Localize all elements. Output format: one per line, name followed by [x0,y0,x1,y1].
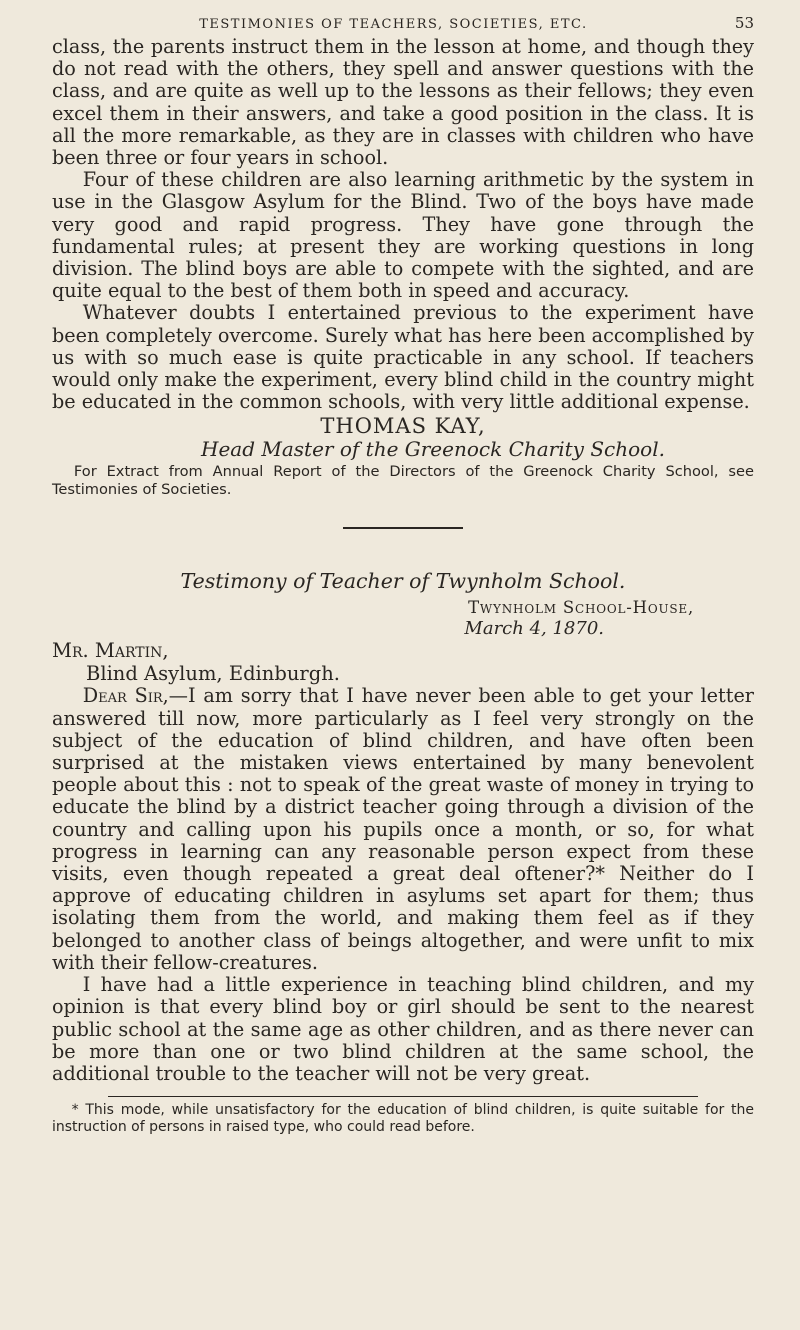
letter-address: Twynholm School-House, [468,598,694,618]
running-head-title: TESTIMONIES OF TEACHERS, SOCIETIES, ETC. [199,17,588,32]
page-number: 53 [734,14,754,32]
section-heading: Testimony of Teacher of Twynholm School. [180,569,626,594]
letter-body-1-text: —I am sorry that I have never been able to get your letter answered till now, more particularly as I feel very strongly on the subject of the education of blind children, and have often been surprised at the mistaken views entertained by many benevolent people about this : not to speak of the great waste of money in trying to educate the blind by a district teacher going through a division of the country and calling upon his pupils once a month, or so, for what progress in learning can any reasonable person expect from these visits, even though repeated a great deal oftener?* Neither do I approve of educating children in asylums set apart for them; thus isolating them from the world, and making them feel as if they belonged to another class of beings altogether, and were unfit to mix with their fellow-creatures. [52,684,754,974]
letter-body-1 [52,685,754,974]
extract-note: For Extract from Annual Report of the Directors of the Greenock Charity School, see Testimonies of Societies. [52,463,754,499]
section-divider [343,527,463,529]
paragraph-3: Whatever doubts I entertained previous to the experiment have been completely overcome. Surely what has here been accomplished by us with so much ease is quite practicable in any school. If teachers would only make the experiment, every blind child in the country might be educated in the common schools, with very little additional expense. [52,301,754,414]
letter-date: March 4, 1870. [464,618,604,640]
letter-recipient-place: Blind Asylum, Edinburgh. [86,662,340,686]
signature-name: THOMAS KAY, [320,414,486,439]
paragraph-2: Four of these children are also learning arithmetic by the system in use in the Glasgow Asylum for the Blind. Two of the boys have made very good and rapid progress. They have gone through the fundamental rules; at present they are working questions in long division. The blind boys are able to compete with the sighted, and are quite equal to the best of them both in speed and accuracy. [52,168,754,303]
footnote: * This mode, while unsatisfactory for the education of blind children, is quite suitable for the instruction of persons in raised type, who could read before. [52,1102,754,1136]
running-head [52,14,754,36]
signature-title: Head Master of the Greenock Charity School. [201,437,665,462]
letter-body-2: I have had a little experience in teaching blind children, and my opinion is that every blind boy or girl should be sent to the nearest public school at the same age as other children, and as there never can be more than one or two blind children at the same school, the additional trouble to the teacher will not be very great. [52,973,754,1085]
letter-recipient: Mr. Martin, [52,639,169,663]
paragraph-1: class, the parents instruct them in the lesson at home, and though they do not read with the others, they spell and answer questions with the class, and are quite as well up to the lessons as their fellows; they even excel them in their answers, and take a good position in the class. It is all the more remarkable, as they are in classes with children who have been three or four years in school. [52,35,754,170]
letter-salutation: Dear Sir, [82,684,169,708]
footnote-rule [108,1096,698,1097]
